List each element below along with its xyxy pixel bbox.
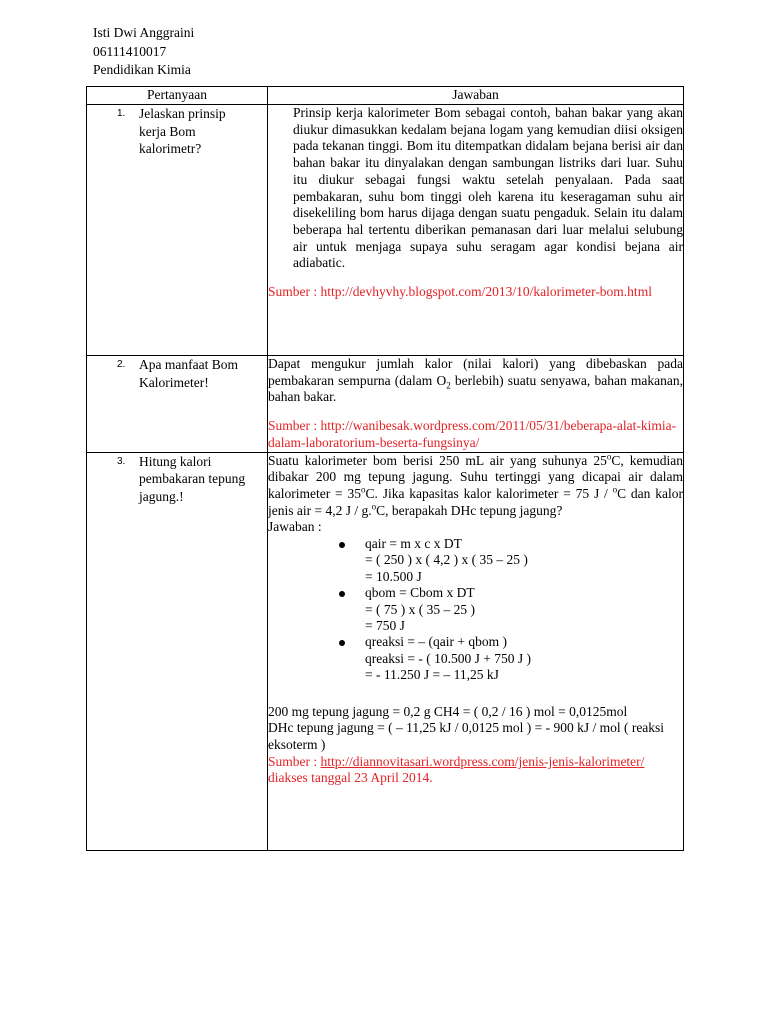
answer-text: Prinsip kerja kalorimeter Bom sebagai contoh, bahan bakar yang akan diukur dimasukkan kedalam bejana logam yang kemudian diisi oksigen pada tekanan tinggi. Bom itu ditempatkan didalam bejana berisi air dan bahan bakar itu dinyalakan dengan sambungan listriks dari luar. Suhu itu diukur sebagai fungsi waktu setelah penyalaan. Pada saat pembakaran, suhu bom tinggi oleh karena itu keseragaman suhu air disekeliling bom harus dijaga dengan suatu pengaduk. Selain itu dalam beberapa hal tertentu diberikan pemanasan dari luar melalui selubung air untuk menjaga supaya suhu seragam agar kondisi bejana air adiabatic. — [293, 105, 683, 271]
study-program: Pendidikan Kimia — [93, 62, 191, 77]
table-row — [87, 452, 684, 850]
bullet-icon — [339, 542, 345, 548]
result-dhc: DHc tepung jagung = ( – 11,25 kJ / 0,0125 mol ) = - 900 kJ / mol ( reaksi eksoterm ) — [268, 720, 665, 752]
question-cell — [87, 105, 268, 356]
answer-cell — [268, 105, 684, 356]
list-item: qair = m x c x DT = ( 250 ) x ( 4,2 ) x ( 35 – 25 ) = 10.500 J — [338, 536, 683, 585]
qa-table — [86, 86, 684, 851]
question-number: 3. — [117, 455, 126, 467]
column-header-question: Pertanyaan — [87, 87, 268, 105]
source-citation: Sumber : http://diannovitasari.wordpress.com/jenis-jenis-kalorimeter/ diakses tanggal 23 April 2014. — [268, 753, 645, 786]
table-row — [87, 105, 684, 356]
question-text: Apa manfaat Bom Kalorimeter! — [139, 357, 238, 390]
answer-cell — [268, 452, 684, 850]
column-header-answer: Jawaban — [268, 87, 684, 105]
table-row — [87, 356, 684, 453]
answer-label: Jawaban : — [268, 519, 322, 535]
list-item: qreaksi = – (qair + qbom ) qreaksi = - ( 10.500 J + 750 J ) = - 11.250 J = – 11,25 kJ — [338, 634, 683, 683]
question-number: 2. — [117, 359, 126, 370]
question-cell — [87, 356, 268, 453]
problem-statement: Suatu kalorimeter bom berisi 250 mL air yang suhunya 25$^o$C, kemudian dibakar 200 mg tepung jagung. Suhu tertinggi yang dicapai air dalam kalorimeter = $35^oC$. Jika kapasitas kalor kalorimeter = 75 J / $^o$C dan kalor jenis air = 4,2 J / g.$^o$C, berapakah DHc tepung jagung? — [268, 451, 684, 518]
table-header-row — [87, 87, 684, 105]
source-citation: Sumber : http://wanibesak.wordpress.com/2011/05/31/beberapa-alat-kimia-dalam-laboratorium-beserta-fungsinya/ — [268, 418, 677, 450]
answer-cell — [268, 356, 684, 453]
list-item: qbom = Cbom x DT = ( 75 ) x ( 35 – 25 ) = 750 J — [338, 585, 683, 634]
bullet-icon — [339, 640, 345, 646]
result-mol: 200 mg tepung jagung = 0,2 g CH4 = ( 0,2 / 16 ) mol = 0,0125mol — [268, 703, 628, 719]
answer-text: Dapat mengukur jumlah kalor (nilai kalori) yang dibebaskan pada pembakaran sempurna (dalam $O_2$ berlebih) suatu senyawa, bahan makanan, bahan bakar. — [268, 356, 683, 405]
bullet-icon — [339, 591, 345, 597]
question-text: Hitung kalori pembakaran tepung jagung.! — [139, 453, 246, 504]
student-id: 06111410017 — [93, 43, 167, 59]
source-citation: Sumber : http://devhyvhy.blogspot.com/2013/10/kalorimeter-bom.html — [268, 284, 652, 300]
source-link[interactable]: http://diannovitasari.wordpress.com/jenis-jenis-kalorimeter/ — [320, 753, 645, 769]
calculation-list — [338, 536, 683, 684]
student-name: Isti Dwi Anggraini — [93, 25, 195, 40]
question-number: 1. — [117, 108, 126, 119]
question-text: Jelaskan prinsip kerja Bom kalorimetr? — [139, 106, 226, 156]
question-cell — [87, 452, 268, 850]
student-header — [93, 24, 194, 80]
